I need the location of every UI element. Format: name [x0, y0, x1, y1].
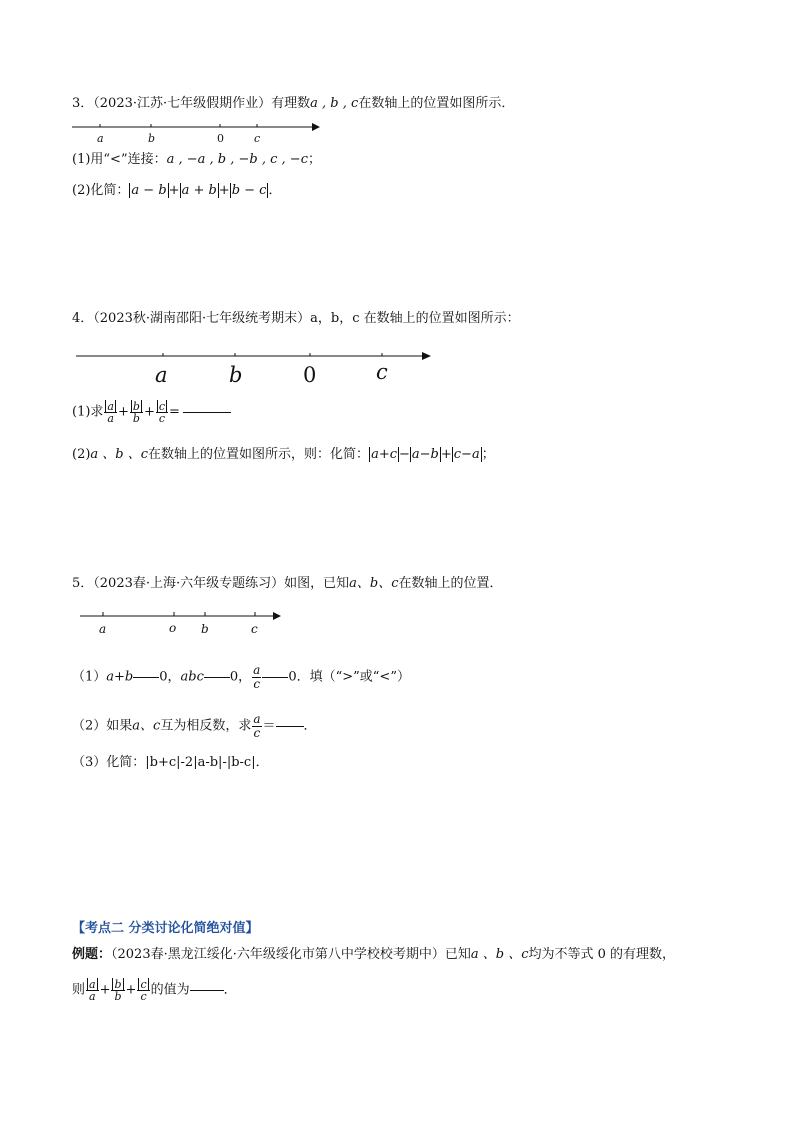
q4-number-line [74, 344, 436, 392]
q4-axis-label-0: 0 [303, 363, 317, 387]
example-answer-blank[interactable] [190, 990, 224, 991]
q4-part2: (2)a 、b 、c在数轴上的位置如图所示，则：化简： a+c − a−b + c−a ； [72, 447, 495, 462]
q5-blank-1[interactable] [133, 677, 159, 678]
q3-part2: (2)化简： a − b + a + b + b − c ． [72, 183, 282, 198]
q5-stem: 5．（2023春·上海·六年级专题练习）如图，已知a、b、c在数轴上的位置． [72, 576, 503, 591]
q5-part1: （1）a+b 0，abc 0， $\frac{a}{c}$ 0．填（“>”或“<”） [72, 663, 410, 691]
q3-axis-label-c: c [254, 132, 261, 145]
q5-axis-label-b: b [201, 622, 209, 636]
q4-part1: (1)求 $\frac{a}{a}$ + $\frac{b}{b}$ + $\frac{c}{c}$ = [72, 401, 231, 424]
example-line2: 则 $\frac{a}{a}$ + $\frac{b}{b}$ + $\frac{c}{c}$ 的值为 ． [72, 978, 237, 1003]
q3-stem: 3．（2023·江苏·七年级假期作业）有理数a , b , c在数轴上的位置如图所示． [72, 96, 515, 111]
q3-part1: (1)用“<”连接：a , −a , b , −b , c , −c； [72, 152, 321, 167]
q4-axis-label-b: b [229, 363, 243, 387]
q5-axis-label-c: c [251, 622, 258, 636]
q3-axis-label-0: 0 [217, 132, 224, 145]
q4-stem: 4．（2023秋·湖南邵阳·七年级统考期末）a，b，c 在数轴上的位置如图所示： [72, 311, 520, 326]
q3-axis-label-b: b [148, 132, 156, 145]
q5-axis-label-o: o [169, 621, 177, 635]
q5-blank-3[interactable] [262, 677, 288, 678]
q5-axis-label-a: a [99, 622, 107, 636]
q5-part3: （3）化简：|b+c|-2|a-b|-|b-c|． [72, 755, 269, 770]
q3-number-line [70, 118, 330, 150]
q5-blank-4[interactable] [276, 726, 304, 727]
q5-number-line [78, 607, 288, 639]
example-stem: 例题：（2023春·黑龙江绥化·六年级绥化市第八中学校校考期中）已知a 、b 、c均为不等式 0 的有理数， [72, 947, 676, 962]
q5-blank-2[interactable] [204, 677, 230, 678]
q5-part2: （2）如果a、c互为相反数，求 $\frac{a}{c}$ ＝ ． [72, 712, 317, 740]
q3-axis-label-a: a [97, 132, 104, 145]
q4-axis-label-a: a [155, 363, 168, 387]
section-heading: 【考点二 分类讨论化简绝对值】 [72, 921, 259, 936]
q4-axis-label-c: c [376, 360, 388, 384]
q4-answer-blank[interactable] [183, 412, 231, 413]
